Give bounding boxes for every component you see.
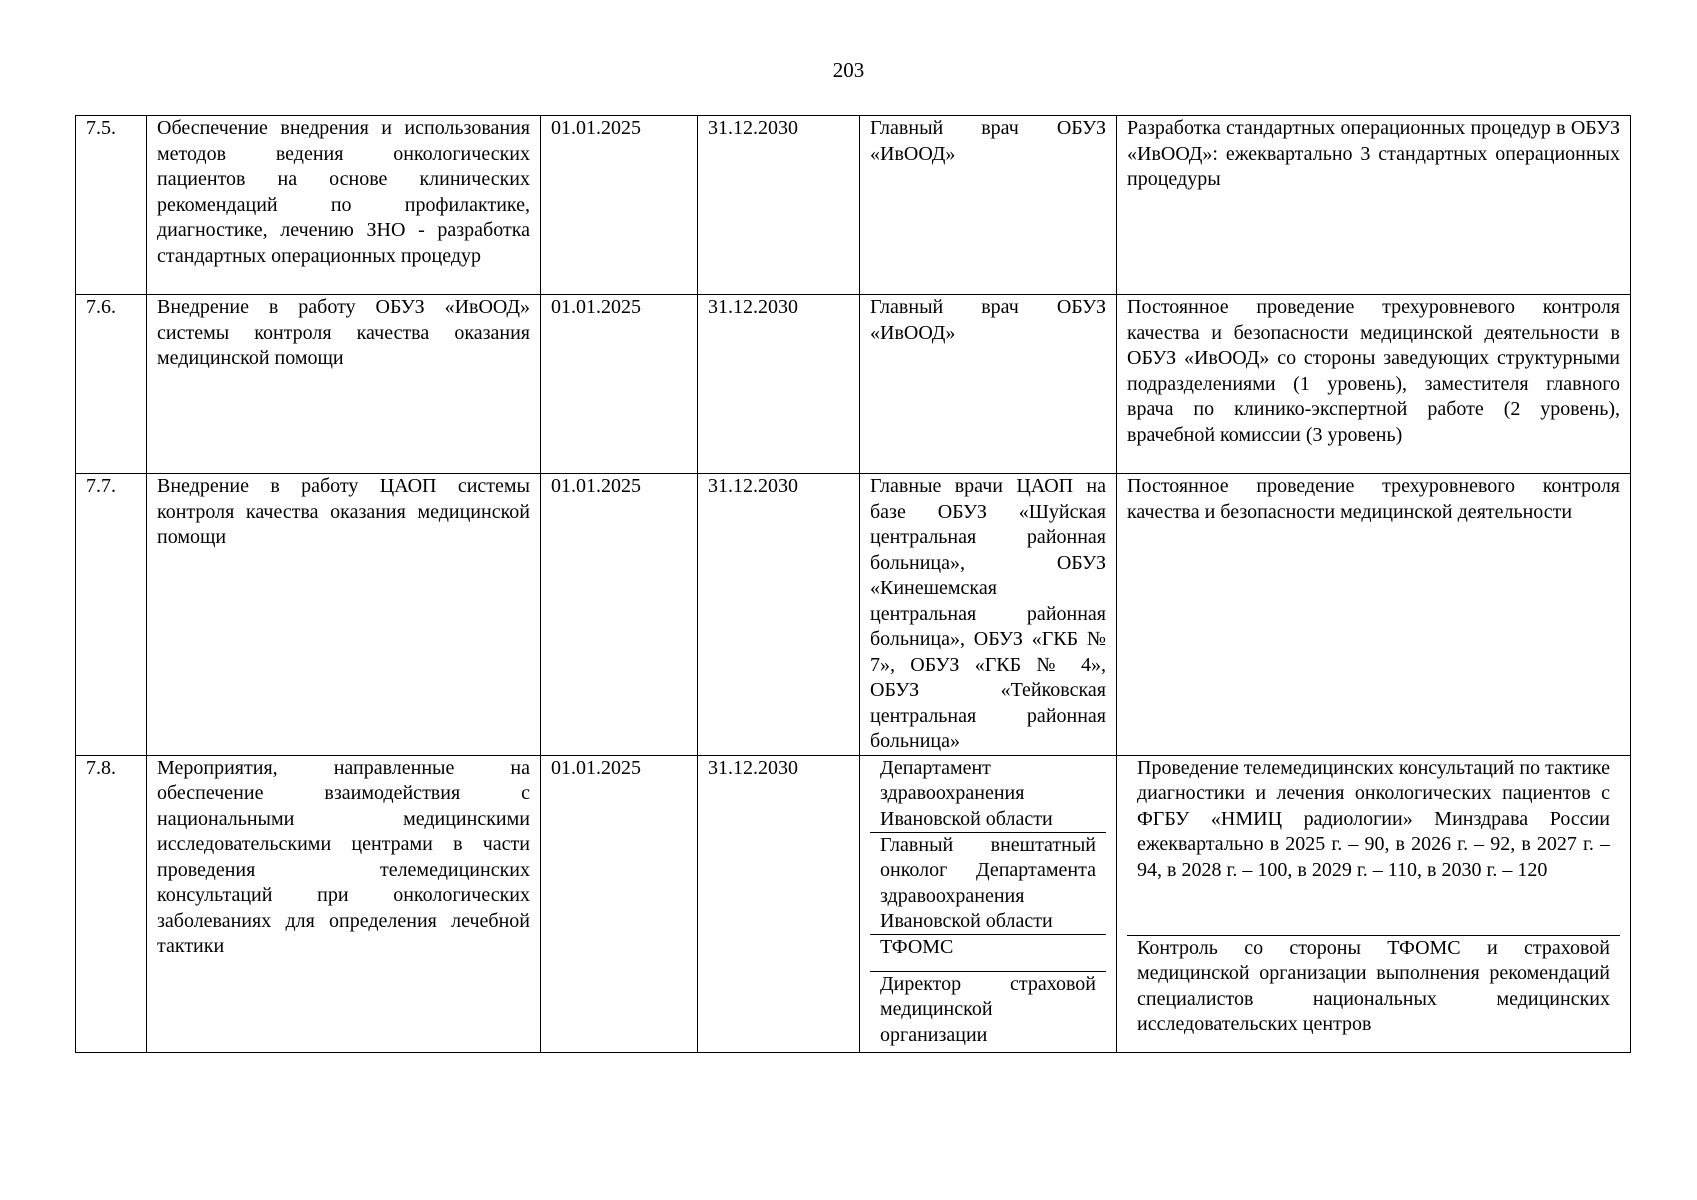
- expected-results: [1117, 755, 1631, 1052]
- responsible-party: Главный внештатный онколог Департамента здравоохранения Ивановской области: [870, 832, 1106, 934]
- responsible-parties: [860, 755, 1117, 1052]
- responsible-party: Главный врач ОБУЗ «ИвООД»: [860, 116, 1117, 295]
- expected-result: Контроль со стороны ТФОМС и страховой медицинской организации выполнения рекомендаций специалистов национальных медицинских исследовательских центров: [1127, 935, 1620, 1050]
- table-row: [76, 295, 1631, 474]
- responsible-party: Директор страховой медицинской организации: [870, 971, 1106, 1050]
- table-row: [76, 474, 1631, 756]
- end-date: 31.12.2030: [698, 116, 860, 295]
- expected-result: Постоянное проведение трехуровневого контроля качества и безопасности медицинской деятельности: [1117, 474, 1631, 756]
- activities-table: [75, 115, 1631, 1053]
- start-date: 01.01.2025: [541, 755, 698, 1052]
- start-date: 01.01.2025: [541, 116, 698, 295]
- expected-result: Разработка стандартных операционных процедур в ОБУЗ «ИвООД»: ежеквартально 3 стандартных операционных процедуры: [1117, 116, 1631, 295]
- table-row: [76, 755, 1631, 1052]
- task-description: Внедрение в работу ЦАОП системы контроля качества оказания медицинской помощи: [147, 474, 541, 756]
- start-date: 01.01.2025: [541, 295, 698, 474]
- table-row: [76, 116, 1631, 295]
- end-date: 31.12.2030: [698, 295, 860, 474]
- expected-result: Постоянное проведение трехуровневого контроля качества и безопасности медицинской деятельности в ОБУЗ «ИвООД» со стороны заведующих структурными подразделениями (1 уровень), заместителя главного врача по клинико-экспертной работе (2 уровень), врачебной комиссии (3 уровень): [1117, 295, 1631, 474]
- task-description: Мероприятия, направленные на обеспечение взаимодействия с национальными медицинскими исследовательскими центрами в части проведения телемедицинских консультаций при онкологических заболеваниях для определения лечебной тактики: [147, 755, 541, 1052]
- row-number: 7.7.: [76, 474, 147, 756]
- responsible-party: Департамент здравоохранения Ивановской области: [880, 756, 1053, 830]
- responsible-party: Главный врач ОБУЗ «ИвООД»: [860, 295, 1117, 474]
- responsible-party: Главные врачи ЦАОП на базе ОБУЗ «Шуйская центральная районная больница», ОБУЗ «Кинешемская центральная районная больница», ОБУЗ «ГКБ № 7», ОБУЗ «ГКБ № 4», ОБУЗ «Тейковская центральная районная больница»: [860, 474, 1117, 756]
- row-number: 7.8.: [76, 755, 147, 1052]
- end-date: 31.12.2030: [698, 474, 860, 756]
- page-number: 203: [832, 58, 865, 82]
- start-date: 01.01.2025: [541, 474, 698, 756]
- expected-result: Проведение телемедицинских консультаций по тактике диагностики и лечения онкологических пациентов с ФГБУ «НМИЦ радиологии» Минздрава России ежеквартально в 2025 г. – 90, в 2026 г. – 92, в 2027 г. – 94, в 2028 г. – 100, в 2029 г. – 110, в 2030 г. – 120: [1137, 756, 1610, 881]
- responsible-party: ТФОМС: [870, 934, 1106, 971]
- row-number: 7.5.: [76, 116, 147, 295]
- row-number: 7.6.: [76, 295, 147, 474]
- task-description: Внедрение в работу ОБУЗ «ИвООД» системы контроля качества оказания медицинской помощи: [147, 295, 541, 474]
- task-description: Обеспечение внедрения и использования методов ведения онкологических пациентов на основе клинических рекомендаций по профилактике, диагностике, лечению ЗНО - разработка стандартных операционных процедур: [147, 116, 541, 295]
- end-date: 31.12.2030: [698, 755, 860, 1052]
